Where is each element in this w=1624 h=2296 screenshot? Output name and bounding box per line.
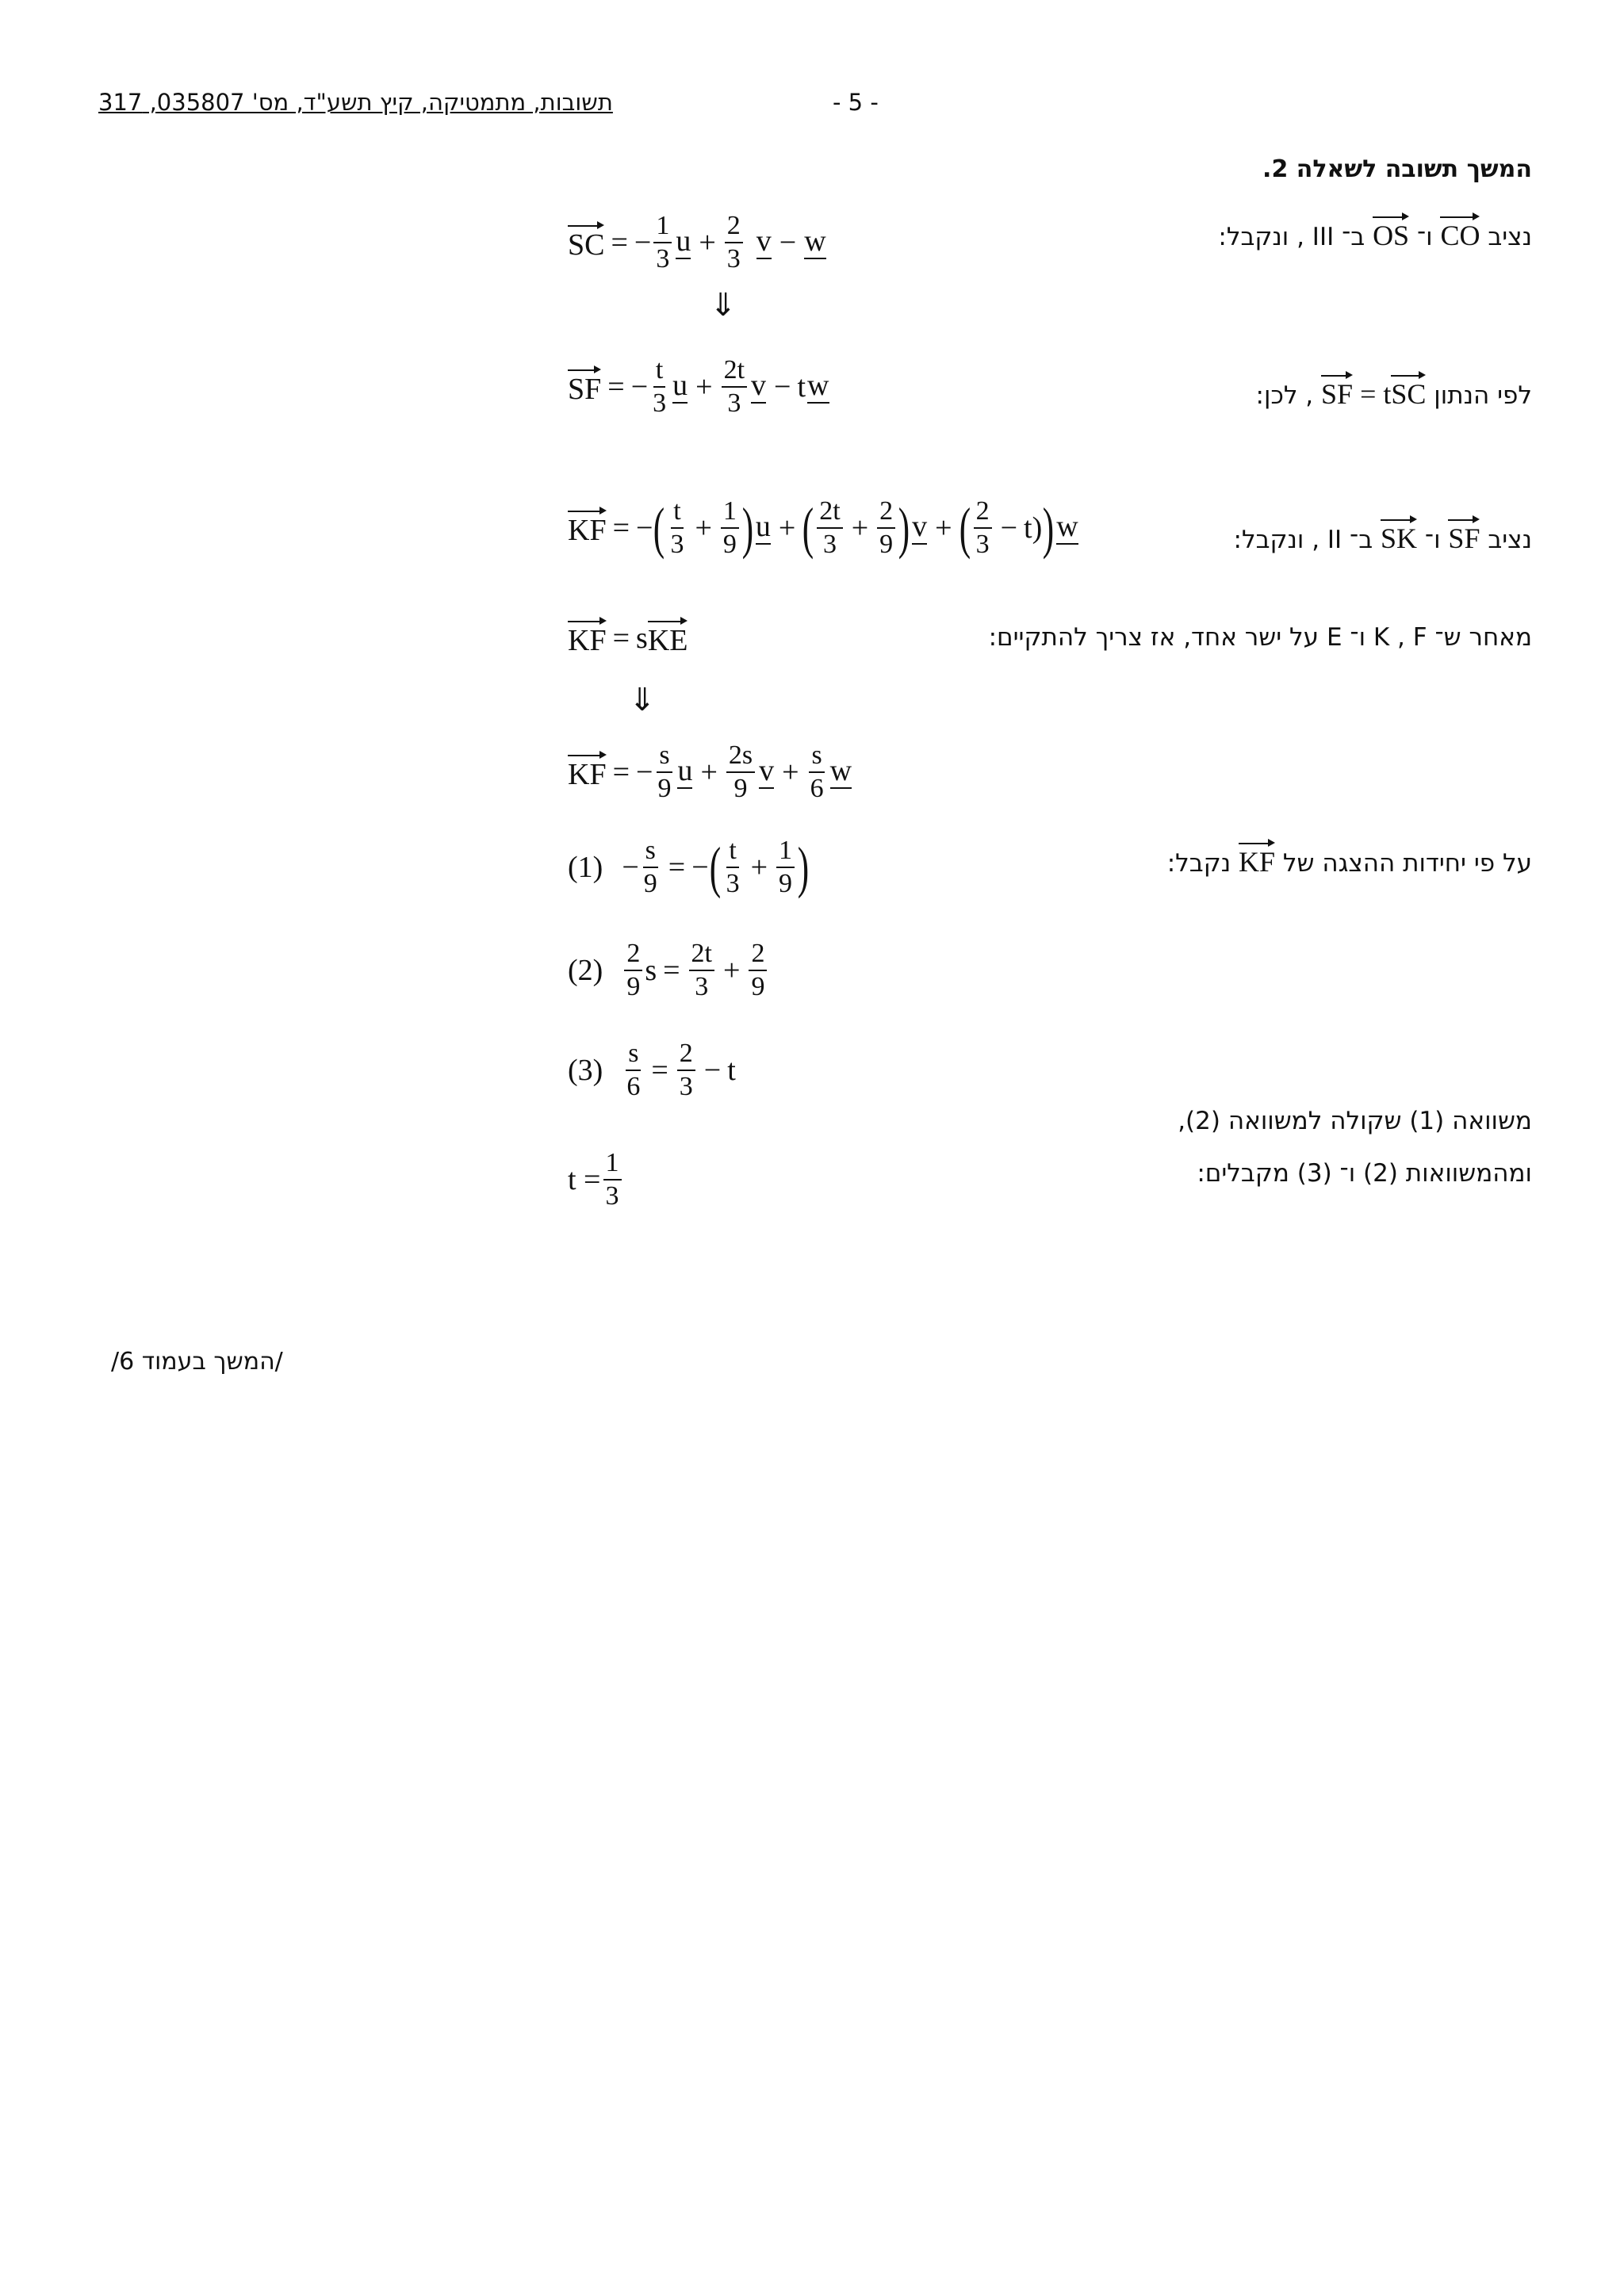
fraction: $\frac{1}{9}$ — [776, 837, 795, 897]
equation-t-result — [568, 1150, 624, 1210]
row-3-conj: ו־ — [1424, 526, 1441, 554]
fraction: $\frac{2}{9}$ — [624, 940, 642, 1001]
row-3-tail: ב־ II , ונקבל: — [1233, 526, 1373, 554]
row-1-verb: נציב — [1488, 223, 1532, 251]
fraction: $\frac{2}{3}$ — [677, 1040, 695, 1100]
vector-sc: SC — [1391, 373, 1426, 411]
equation-2: (2) $\frac{2}{9}$ s = $\frac{2t}{3}$ + $\frac{2}{9}$ — [568, 940, 769, 1001]
equation-label: (3) — [568, 1054, 603, 1087]
vector-os: OS — [1373, 214, 1409, 252]
equation-sc: SC = − $\frac{1}{3}$ u + $\frac{2}{3}$ v − w — [568, 211, 826, 274]
fraction: $\frac{s}{6}$ — [626, 1039, 641, 1101]
section-heading: המשך תשובה לשאלה 2. — [1262, 155, 1532, 183]
fraction: $\frac{2}{9}$ — [749, 940, 767, 1001]
row-5-lead: על פי יחידות ההצגה של — [1282, 849, 1532, 878]
fraction: $\frac{t}{3}$ — [653, 355, 667, 418]
row-2-text: לפי הנתון SF = tSC , לכן: — [1256, 373, 1532, 411]
page-number: - 5 - — [833, 89, 879, 116]
fraction: $\frac{2}{3}$ — [974, 498, 992, 558]
row-5-tail: נקבל: — [1166, 849, 1231, 878]
row-4-text: מאחר ש־ K , F ו־ E על ישר אחד, אז צריך להתקיים: — [988, 623, 1532, 652]
row-1-tail: ב־ III , ונקבל: — [1218, 223, 1365, 251]
row-6-text: משוואה (1) שקולה למשוואה (2), — [1178, 1107, 1532, 1135]
fraction: $\frac{2}{9}$ — [877, 498, 895, 558]
row-1-conj: ו־ — [1416, 223, 1433, 251]
equation-kf-collinear: KF = s KE — [568, 618, 688, 658]
vector-sf: SF — [1321, 373, 1353, 411]
fraction: $\frac{2t}{3}$ — [689, 940, 714, 1001]
vector-sf: SF — [1448, 517, 1480, 555]
fraction: $\frac{s}{9}$ — [657, 740, 672, 803]
row-2-tail: , לכן: — [1255, 381, 1314, 410]
equation-sf: SF = − $\frac{t}{3}$ u + $\frac{2t}{3}$ v − t w — [568, 355, 829, 418]
implies-arrow: ⇓ — [710, 287, 737, 323]
row-2-lead: לפי הנתון — [1434, 381, 1532, 410]
equation-kf-s: KF = − $\frac{s}{9}$ u + $\frac{2s}{9}$ v + $\frac{s}{6}$ w — [568, 740, 852, 803]
fraction: $\frac{1}{3}$ — [653, 212, 672, 273]
implies-arrow: ⇓ — [629, 682, 656, 718]
fraction: $\frac{2}{3}$ — [725, 212, 743, 273]
vector-kf: KF — [568, 618, 607, 658]
row-7-text: ומהמשוואות (2) ו־ (3) מקבלים: — [1197, 1159, 1532, 1188]
vector-kf: KF — [568, 752, 607, 792]
equation-label: (2) — [568, 954, 603, 987]
fraction: $\frac{s}{6}$ — [810, 740, 824, 803]
vector-kf: KF — [568, 508, 607, 548]
fraction: $\frac{s}{9}$ — [643, 836, 657, 898]
row-3-verb: נציב — [1488, 526, 1532, 554]
vector-sc: SC — [568, 223, 604, 262]
fraction: $\frac{2s}{9}$ — [726, 742, 755, 802]
row-3-text — [1234, 517, 1533, 555]
fraction: $\frac{2t}{3}$ — [817, 498, 842, 558]
vector-sf: SF — [568, 367, 601, 407]
t-result-label: t = — [568, 1163, 601, 1196]
equation-1: (1) − $\frac{s}{9}$ = − ( $\frac{t}{3}$ + $\frac{1}{9}$ ) — [568, 836, 810, 899]
vector-ke: KE — [648, 618, 688, 658]
continuation-note: /המשך בעמוד 6/ — [111, 1348, 283, 1376]
fraction: $\frac{1}{3}$ — [603, 1150, 622, 1210]
fraction: $\frac{1}{9}$ — [721, 498, 739, 558]
equation-3: (3) $\frac{s}{6}$ = $\frac{2}{3}$ − t — [568, 1039, 736, 1101]
row-5-text — [1167, 840, 1532, 878]
fraction: $\frac{2t}{3}$ — [722, 357, 747, 417]
vector-kf: KF — [1239, 840, 1275, 878]
equation-kf-expanded: KF = − ( $\frac{t}{3}$ + $\frac{1}{9}$ ) u + ( $\frac{2t}{3}$ + $\frac{2}{9}$ ) v + ( $\frac{2}{3}$ − t) ) w — [568, 496, 1078, 560]
page-header-title: תשובות, מתמטיקה, קיץ תשע"ד, מס' 035807, 317 — [98, 89, 613, 116]
vector-co: CO — [1440, 214, 1480, 252]
row-1-text — [1218, 214, 1532, 252]
equation-label: (1) — [568, 851, 603, 884]
vector-sk: SK — [1381, 517, 1417, 555]
fraction: $\frac{t}{3}$ — [670, 496, 684, 559]
fraction: $\frac{t}{3}$ — [726, 836, 740, 898]
